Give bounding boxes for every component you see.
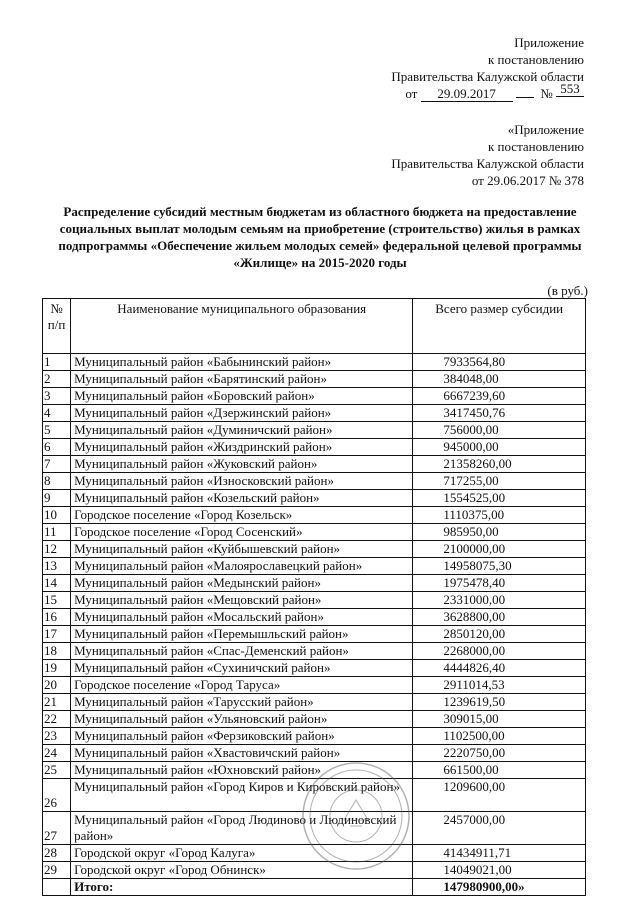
municipality-name: Муниципальный район «Барятинский район»	[71, 371, 413, 388]
subsidy-amount: 717255,00	[413, 473, 586, 490]
row-number: 28	[43, 845, 71, 862]
table-row	[43, 845, 586, 862]
subsidy-amount: 2457000,00	[413, 812, 586, 845]
municipality-name: Муниципальный район «Думиничский район»	[71, 422, 413, 439]
header-line: к постановлению	[487, 139, 584, 154]
municipality-name: Муниципальный район «Спас-Деменский район»	[71, 643, 413, 660]
total-label: Итого:	[71, 879, 413, 896]
municipality-name: Муниципальный район «Мосальский район»	[71, 609, 413, 626]
date-prefix: от	[405, 86, 418, 101]
header-line: Правительства Калужской области	[391, 69, 584, 84]
column-header-number: № п/п	[43, 299, 71, 354]
row-number: 7	[43, 456, 71, 473]
subsidy-amount: 7933564,80	[413, 354, 586, 371]
table-row	[43, 490, 586, 507]
municipality-name: Муниципальный район «Город Людиново и Людиновский район»	[71, 812, 413, 845]
municipality-name: Городское поселение «Город Козельск»	[71, 507, 413, 524]
municipality-name: Муниципальный район «Мещовский район»	[71, 592, 413, 609]
decree-number: 553	[556, 82, 584, 97]
subsidy-amount: 985950,00	[413, 524, 586, 541]
row-number: 1	[43, 354, 71, 371]
table-row	[43, 812, 586, 845]
date-number-line	[391, 81, 584, 102]
table-row	[43, 779, 586, 812]
table-row	[43, 643, 586, 660]
row-number: 10	[43, 507, 71, 524]
table-row	[43, 354, 586, 371]
row-number: 27	[43, 812, 71, 845]
subsidy-amount: 2220750,00	[413, 745, 586, 762]
row-number: 8	[43, 473, 71, 490]
subsidy-amount: 3628800,00	[413, 609, 586, 626]
table-row	[43, 694, 586, 711]
table-row	[43, 507, 586, 524]
municipality-name: Муниципальный район «Жуковский район»	[71, 456, 413, 473]
row-number: 14	[43, 575, 71, 592]
subsidy-amount: 21358260,00	[413, 456, 586, 473]
municipality-name: Муниципальный район «Бабынинский район»	[71, 354, 413, 371]
table-row	[43, 660, 586, 677]
table-row	[43, 762, 586, 779]
row-number: 17	[43, 626, 71, 643]
row-number: 15	[43, 592, 71, 609]
subsidy-table	[42, 298, 586, 896]
subsidy-amount: 661500,00	[413, 762, 586, 779]
table-row	[43, 371, 586, 388]
subsidy-amount: 1102500,00	[413, 728, 586, 745]
row-number: 24	[43, 745, 71, 762]
total-sum: 147980900,00»	[413, 879, 586, 896]
original-appendix-header	[391, 121, 584, 189]
municipality-name: Муниципальный район «Дзержинский район»	[71, 405, 413, 422]
municipality-name: Городской округ «Город Калуга»	[71, 845, 413, 862]
table-row	[43, 456, 586, 473]
municipality-name: Муниципальный район «Медынский район»	[71, 575, 413, 592]
subsidy-amount: 14049021,00	[413, 862, 586, 879]
subsidy-amount: 41434911,71	[413, 845, 586, 862]
municipality-name: Муниципальный район «Тарусский район»	[71, 694, 413, 711]
row-number: 2	[43, 371, 71, 388]
subsidy-amount: 2911014,53	[413, 677, 586, 694]
table-row	[43, 405, 586, 422]
header-line: «Приложение	[507, 122, 584, 137]
subsidy-amount: 2268000,00	[413, 643, 586, 660]
document-title: Распределение субсидий местным бюджетам из областного бюджета на предоставление социальных выплат молодым семьям на приобретение (строительство) жилья в рамках подпрограммы «Обеспечение жильем молодых семей» федеральной целевой программы «Жилище» на 2015-2020 годы	[58, 204, 582, 270]
table-row	[43, 524, 586, 541]
header-line: к постановлению	[487, 52, 584, 67]
row-number: 11	[43, 524, 71, 541]
municipality-name: Городское поселение «Город Таруса»	[71, 677, 413, 694]
row-number: 5	[43, 422, 71, 439]
row-number: 23	[43, 728, 71, 745]
municipality-name: Муниципальный район «Боровский район»	[71, 388, 413, 405]
municipality-name: Муниципальный район «Козельский район»	[71, 490, 413, 507]
subsidy-amount: 2100000,00	[413, 541, 586, 558]
table-row	[43, 711, 586, 728]
table-header-row	[43, 299, 586, 354]
subsidy-amount: 14958075,30	[413, 558, 586, 575]
subsidy-amount: 1239619,50	[413, 694, 586, 711]
row-number: 21	[43, 694, 71, 711]
row-number: 22	[43, 711, 71, 728]
subsidy-amount: 945000,00	[413, 439, 586, 456]
subsidy-amount: 1110375,00	[413, 507, 586, 524]
row-number: 4	[43, 405, 71, 422]
table-row	[43, 558, 586, 575]
municipality-name: Муниципальный район «Износковский район»	[71, 473, 413, 490]
total-row	[43, 879, 586, 896]
subsidy-amount: 2331000,00	[413, 592, 586, 609]
municipality-name: Муниципальный район «Ферзиковский район»	[71, 728, 413, 745]
municipality-name: Муниципальный район «Хвастовичский район»	[71, 745, 413, 762]
table-row	[43, 626, 586, 643]
table-row	[43, 422, 586, 439]
municipality-name: Муниципальный район «Город Киров и Кировский район»	[71, 779, 413, 812]
subsidy-amount: 1209600,00	[413, 779, 586, 812]
row-number: 16	[43, 609, 71, 626]
subsidy-amount: 384048,00	[413, 371, 586, 388]
municipality-name: Муниципальный район «Куйбышевский район»	[71, 541, 413, 558]
subsidy-amount: 756000,00	[413, 422, 586, 439]
subsidy-amount: 4444826,40	[413, 660, 586, 677]
number-prefix: №	[540, 86, 553, 101]
municipality-name: Муниципальный район «Жиздринский район»	[71, 439, 413, 456]
approval-header	[391, 34, 584, 102]
row-number: 9	[43, 490, 71, 507]
row-number: 13	[43, 558, 71, 575]
row-number: 18	[43, 643, 71, 660]
subsidy-amount: 3417450,76	[413, 405, 586, 422]
table-row	[43, 388, 586, 405]
table-row	[43, 728, 586, 745]
subsidy-amount: 309015,00	[413, 711, 586, 728]
column-header-sum: Всего размер субсидии	[413, 299, 586, 354]
municipality-name: Муниципальный район «Малоярославецкий район»	[71, 558, 413, 575]
municipality-name: Городской округ «Город Обнинск»	[71, 862, 413, 879]
subsidy-amount: 6667239,60	[413, 388, 586, 405]
row-number: 26	[43, 779, 71, 812]
total-number-cell	[43, 879, 71, 896]
municipality-name: Муниципальный район «Ульяновский район»	[71, 711, 413, 728]
row-number: 29	[43, 862, 71, 879]
municipality-name: Муниципальный район «Юхновский район»	[71, 762, 413, 779]
municipality-name: Муниципальный район «Перемышльский район»	[71, 626, 413, 643]
table-row	[43, 609, 586, 626]
row-number: 12	[43, 541, 71, 558]
table-row	[43, 862, 586, 879]
decree-date: 29.09.2017	[421, 87, 513, 102]
header-line: Правительства Калужской области	[391, 156, 584, 171]
header-line: Приложение	[514, 35, 584, 50]
table-row	[43, 745, 586, 762]
municipality-name: Муниципальный район «Сухиничский район»	[71, 660, 413, 677]
subsidy-amount: 1554525,00	[413, 490, 586, 507]
table-row	[43, 677, 586, 694]
date-blank	[516, 97, 534, 98]
subsidy-amount: 1975478,40	[413, 575, 586, 592]
row-number: 3	[43, 388, 71, 405]
municipality-name: Городское поселение «Город Сосенский»	[71, 524, 413, 541]
row-number: 25	[43, 762, 71, 779]
row-number: 20	[43, 677, 71, 694]
currency-unit: (в руб.)	[547, 283, 588, 298]
table-row	[43, 541, 586, 558]
column-header-name: Наименование муниципального образования	[71, 299, 413, 354]
table-row	[43, 473, 586, 490]
row-number: 6	[43, 439, 71, 456]
table-row	[43, 575, 586, 592]
subsidy-amount: 2850120,00	[413, 626, 586, 643]
table-row	[43, 592, 586, 609]
table-body	[43, 354, 586, 896]
header-line: от 29.06.2017 № 378	[471, 173, 584, 188]
table-row	[43, 439, 586, 456]
row-number: 19	[43, 660, 71, 677]
